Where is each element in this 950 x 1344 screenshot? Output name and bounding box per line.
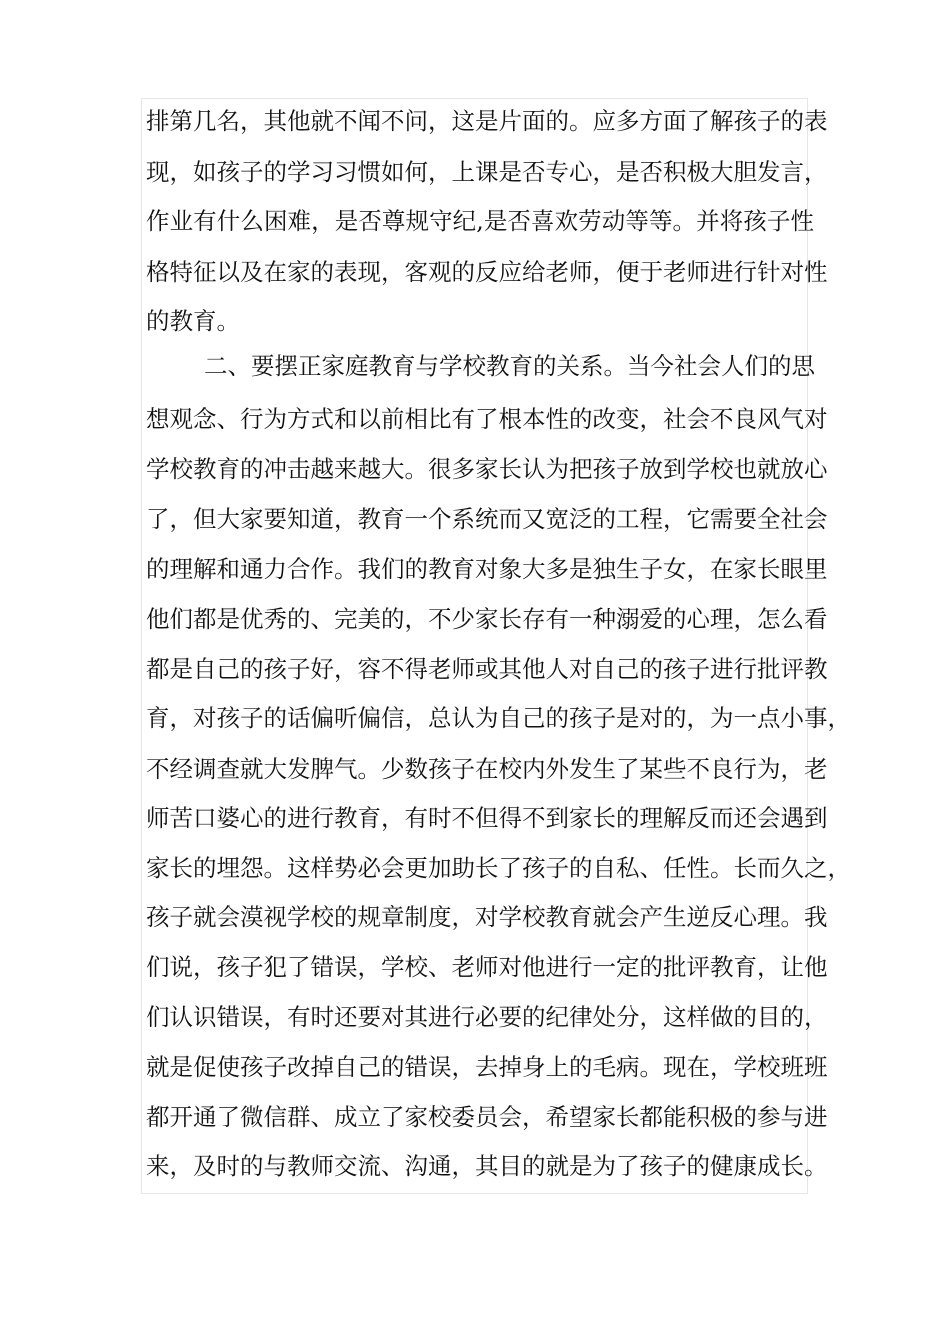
text-line: 都是自己的孩子好，容不得老师或其他人对自己的孩子进行批评教 <box>146 655 828 683</box>
text-line: 们认识错误，有时还要对其进行必要的纪律处分，这样做的目的， <box>146 1003 828 1031</box>
text-line: 都开通了微信群、成立了家校委员会，希望家长都能积极的参与进 <box>146 1103 828 1131</box>
text-line: 们说，孩子犯了错误，学校、老师对他进行一定的批评教育，让他 <box>146 953 828 981</box>
text-line: 就是促使孩子改掉自己的错误，去掉身上的毛病。现在，学校班班 <box>146 1053 828 1081</box>
paragraph-start-line: 二、要摆正家庭教育与学校教育的关系。当今社会人们的思 <box>204 352 815 380</box>
text-line: 来，及时的与教师交流、沟通，其目的就是为了孩子的健康成长。 <box>146 1152 828 1180</box>
text-line: 了，但大家要知道，教育一个系统而又宽泛的工程，它需要全社会 <box>146 505 828 533</box>
text-line: 现，如孩子的学习习惯如何，上课是否专心，是否积极大胆发言， <box>146 158 828 186</box>
text-line: 的理解和通力合作。我们的教育对象大多是独生子女，在家长眼里 <box>146 555 828 583</box>
text-line: 育，对孩子的话偏听偏信，总认为自己的孩子是对的，为一点小事， <box>146 704 851 732</box>
text-line: 师苦口婆心的进行教育，有时不但得不到家长的理解反而还会遇到 <box>146 804 828 832</box>
text-line: 孩子就会漠视学校的规章制度，对学校教育就会产生逆反心理。我 <box>146 903 828 931</box>
text-line: 学校教育的冲击越来越大。很多家长认为把孩子放到学校也就放心 <box>146 455 828 483</box>
text-line: 不经调查就大发脾气。少数孩子在校内外发生了某些不良行为，老 <box>146 755 828 783</box>
text-line: 家长的埋怨。这样势必会更加助长了孩子的自私、任性。长而久之， <box>146 854 851 882</box>
text-line: 作业有什么困难，是否尊规守纪,是否喜欢劳动等等。并将孩子性 <box>146 207 814 235</box>
text-line: 想观念、行为方式和以前相比有了根本性的改变，社会不良风气对 <box>146 405 828 433</box>
text-line: 的教育。 <box>146 307 240 335</box>
text-line: 格特征以及在家的表现，客观的反应给老师，便于老师进行针对性 <box>146 258 828 286</box>
text-line: 排第几名，其他就不闻不问，这是片面的。应多方面了解孩子的表 <box>146 107 828 135</box>
text-line: 他们都是优秀的、完美的，不少家长存有一种溺爱的心理，怎么看 <box>146 605 828 633</box>
